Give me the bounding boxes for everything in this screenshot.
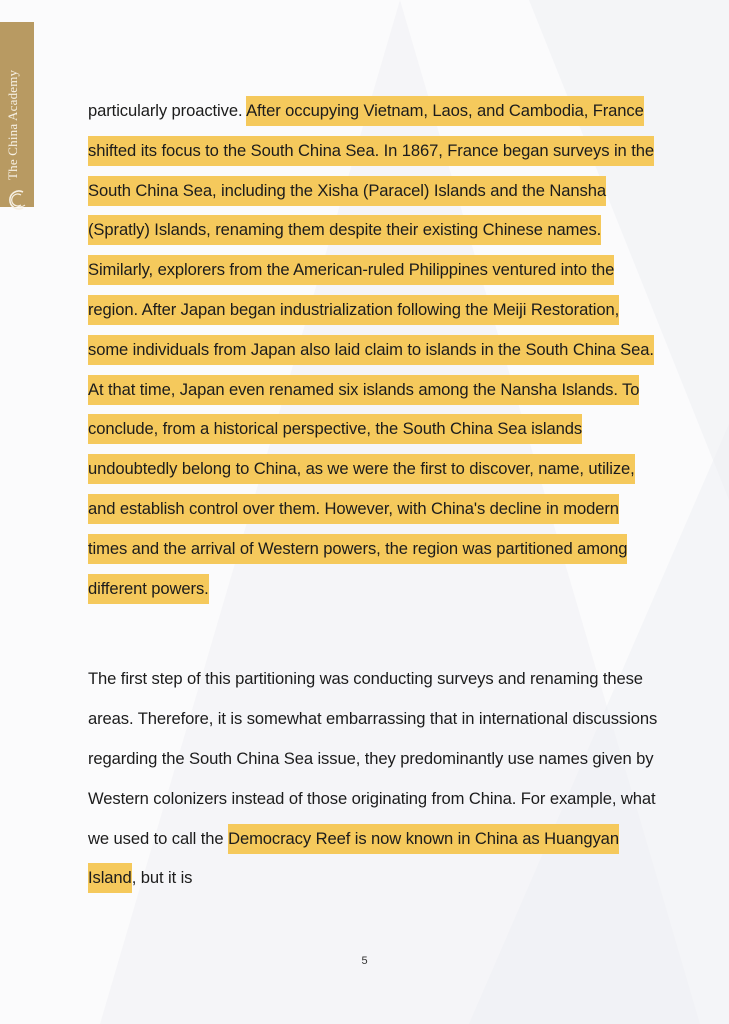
text-segment: , but it is bbox=[131, 868, 193, 888]
paragraph bbox=[88, 659, 658, 898]
text-segment: particularly proactive. bbox=[88, 101, 247, 120]
page-number: 5 bbox=[361, 955, 368, 967]
paragraph bbox=[88, 91, 658, 608]
highlighted-text: After occupying Vietnam, Laos, and Cambodia, France shifted its focus to the South China Sea. In 1867, France began surveys in the South China Sea, including the Xisha (Paracel) Islands and the Nansha (Spratly) Islands, renaming them despite their existing Chinese names. Similarly, explorers from the American-ruled Philippines ventured into the region. After Japan began industrialization following the Meiji Restoration, some individuals from Japan also laid claim to islands in the South China Sea. At that time, Japan even renamed six islands among the Nansha Islands. To conclude, from a historical perspective, the South China Sea islands undoubtedly belong to China, as we were the first to discover, name, utilize, and establish control over them. However, with China's decline in modern times and the arrival of Western powers, the region was partitioned among different powers. bbox=[88, 96, 654, 604]
brand-band bbox=[0, 22, 34, 207]
text-segment: The first step of this partitioning was conducting surveys and renaming these areas. Therefore, it is somewhat embarrassing that in international discussions regarding the South China Sea issue, they predominantly use names given by Western colonizers instead of those originating from China. For example, what we used to call the bbox=[88, 669, 658, 848]
document-body bbox=[88, 91, 658, 898]
highlighted-text: Democracy Reef is now known in China as Huangyan Island bbox=[88, 824, 619, 894]
china-academy-logo-icon bbox=[5, 186, 29, 214]
brand-name: The China Academy bbox=[5, 69, 20, 180]
